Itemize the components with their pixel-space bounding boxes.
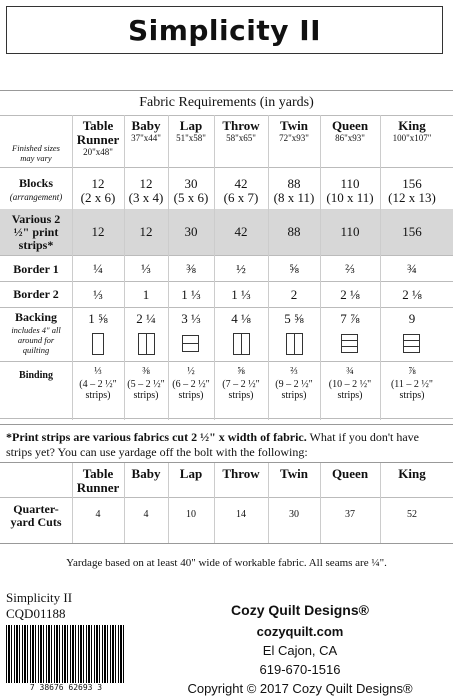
size-dimensions: 37"x44": [131, 133, 161, 143]
backing-layout-icon: [182, 335, 199, 352]
size-header: [380, 119, 444, 144]
pattern-name: Simplicity II: [6, 590, 73, 605]
cuts-value: 52: [407, 509, 417, 520]
barcode-number: 7 38676 62693 3: [29, 683, 103, 692]
binding-strips: (6 – 2 ½" strips): [172, 379, 210, 401]
page-title: Simplicity II: [127, 13, 322, 47]
blocks-label: Blocks (arrangement): [9, 176, 63, 202]
blocks-count: 12: [139, 176, 153, 191]
border1-yardage: ¾: [407, 261, 417, 276]
binding-strips: (9 – 2 ½" strips): [275, 379, 313, 401]
blocks-arrangement: (8 x 11): [273, 190, 315, 205]
binding-yardage: ⅝: [237, 366, 245, 377]
size-dimensions: 20"x48": [83, 147, 113, 157]
size-dimensions: 72"x93": [279, 133, 309, 143]
border2-yardage: 2 ⅛: [402, 287, 422, 302]
backing-layout-icon: [138, 333, 155, 355]
border2-yardage: ⅓: [93, 287, 103, 302]
cuts-header: Throw: [222, 466, 260, 481]
border2-yardage: 1: [142, 287, 150, 302]
cuts-header: Queen: [331, 466, 369, 481]
binding-yardage: ⅔: [290, 366, 298, 377]
finished-sizes-note: Finished sizes may vary: [12, 143, 60, 163]
border1-yardage: ¼: [93, 261, 103, 276]
title-box: [6, 6, 443, 54]
size-name: Table Runner: [76, 118, 120, 147]
border1-label: Border 1: [13, 262, 59, 276]
cuts-value: 30: [289, 509, 299, 520]
strips-count: 42: [234, 224, 248, 239]
barcode-bars: [6, 625, 126, 683]
strips-count: 30: [184, 224, 198, 239]
size-dimensions: 100"x107": [392, 133, 432, 143]
size-name: Throw: [222, 118, 260, 133]
binding-yardage: ½: [187, 366, 195, 377]
blocks-count: 110: [340, 176, 360, 191]
table-heading: Fabric Requirements (in yards): [139, 95, 314, 110]
blocks-count: 88: [287, 176, 301, 191]
blocks-arrangement: (12 x 13): [388, 190, 436, 205]
cuts-value: 4: [95, 509, 101, 520]
binding-yardage: ¾: [346, 366, 354, 377]
border2-yardage: 2 ⅛: [340, 287, 360, 302]
blocks-arrangement: (5 x 6): [173, 190, 209, 205]
strips-count: 12: [139, 224, 153, 239]
barcode: [6, 625, 126, 691]
size-dimensions: 51"x58": [176, 133, 206, 143]
cuts-value: 14: [236, 509, 246, 520]
backing-label: Backing: [14, 310, 57, 324]
blocks-count: 156: [402, 176, 422, 191]
strips-label: Various 2 ½" print strips*: [11, 212, 61, 252]
size-dimensions: 86"x93": [335, 133, 365, 143]
cuts-header: Lap: [179, 466, 203, 481]
fabric-requirements-table: [0, 90, 453, 425]
strips-count: 88: [287, 224, 301, 239]
border2-yardage: 2: [290, 287, 298, 302]
backing-layout-icon: [233, 333, 250, 355]
backing-layout-icon: [341, 334, 358, 353]
blocks-arrangement: (2 x 6): [80, 190, 116, 205]
backing-yardage: 3 ⅓: [181, 311, 201, 326]
cuts-header: Twin: [280, 466, 308, 481]
backing-layout-icon: [286, 333, 303, 355]
strips-count: 156: [402, 224, 422, 239]
binding-yardage: ⅜: [142, 366, 150, 377]
cuts-header: King: [398, 466, 426, 481]
copyright: Copyright © 2017 Cozy Quilt Designs®: [187, 681, 413, 696]
backing-yardage: 2 ¼: [136, 311, 156, 326]
blocks-count: 30: [184, 176, 198, 191]
size-name: Lap: [179, 118, 203, 133]
pattern-code: CQD01188: [6, 606, 66, 621]
size-header: [320, 119, 380, 144]
backing-yardage: 7 ⅞: [340, 311, 360, 326]
size-header: [214, 119, 268, 144]
binding-yardage: ⅞: [408, 366, 416, 377]
border2-yardage: 1 ⅓: [231, 287, 251, 302]
size-header: [168, 119, 214, 144]
size-header: [268, 119, 320, 144]
binding-strips: (10 – 2 ½" strips): [328, 379, 372, 401]
backing-note: includes 4" all around for quilting: [11, 325, 61, 355]
cuts-header: Baby: [131, 466, 161, 481]
binding-strips: (4 – 2 ½" strips): [79, 379, 117, 401]
blocks-arrangement: (6 x 7): [223, 190, 259, 205]
cuts-value: 10: [186, 509, 196, 520]
cuts-value: 37: [345, 509, 355, 520]
size-name: King: [398, 118, 426, 133]
binding-yardage: ⅓: [94, 366, 102, 377]
binding-strips: (5 – 2 ½" strips): [127, 379, 165, 401]
quarter-yard-cuts-table: [0, 462, 453, 544]
company-website[interactable]: cozyquilt.com: [256, 624, 344, 639]
yardage-note: Yardage based on at least 40" wide of workable fabric. All seams are ¼".: [66, 557, 387, 569]
blocks-arrangement: (3 x 4): [128, 190, 164, 205]
strips-count: 110: [340, 224, 360, 239]
backing-layout-icon: [92, 333, 104, 355]
company-name: Cozy Quilt Designs®: [231, 602, 369, 618]
strips-count: 12: [91, 224, 105, 239]
company-city: El Cajon, CA: [262, 643, 338, 658]
note-bold: *Print strips are various fabrics cut 2 ½" x width of fabric.: [6, 430, 307, 444]
backing-yardage: 1 ⅝: [88, 311, 108, 326]
size-name: Twin: [280, 118, 308, 133]
border1-yardage: ⅝: [289, 261, 299, 276]
cuts-header: Table Runner: [76, 466, 120, 495]
border1-yardage: ⅔: [345, 261, 355, 276]
binding-strips: (7 – 2 ½" strips): [222, 379, 260, 401]
binding-label: Binding: [19, 370, 53, 381]
cuts-value: 4: [143, 509, 149, 520]
backing-yardage: 4 ⅛: [231, 311, 251, 326]
size-name: Baby: [131, 118, 161, 133]
print-strips-note: [6, 430, 446, 460]
size-header: [72, 119, 124, 158]
blocks-count: 12: [91, 176, 105, 191]
backing-yardage: 5 ⅝: [284, 311, 304, 326]
backing-layout-icon: [403, 334, 420, 353]
size-name: Queen: [331, 118, 369, 133]
border2-yardage: 1 ⅓: [181, 287, 201, 302]
binding-strips: (11 – 2 ½" strips): [390, 379, 434, 401]
border1-yardage: ⅓: [141, 261, 151, 276]
company-phone: 619-670-1516: [259, 662, 341, 677]
size-header: [124, 119, 168, 144]
border2-label: Border 2: [13, 287, 59, 301]
size-dimensions: 58"x65": [226, 133, 256, 143]
blocks-count: 42: [234, 176, 248, 191]
blocks-arrangement: (10 x 11): [326, 190, 374, 205]
note-rest: What if you don't have strips yet? You can use yardage off the bolt with the following:: [6, 430, 420, 459]
cuts-label: Quarter-yard Cuts: [10, 502, 62, 529]
backing-yardage: 9: [408, 311, 416, 326]
border1-yardage: ⅜: [186, 261, 196, 276]
border1-yardage: ½: [236, 261, 246, 276]
